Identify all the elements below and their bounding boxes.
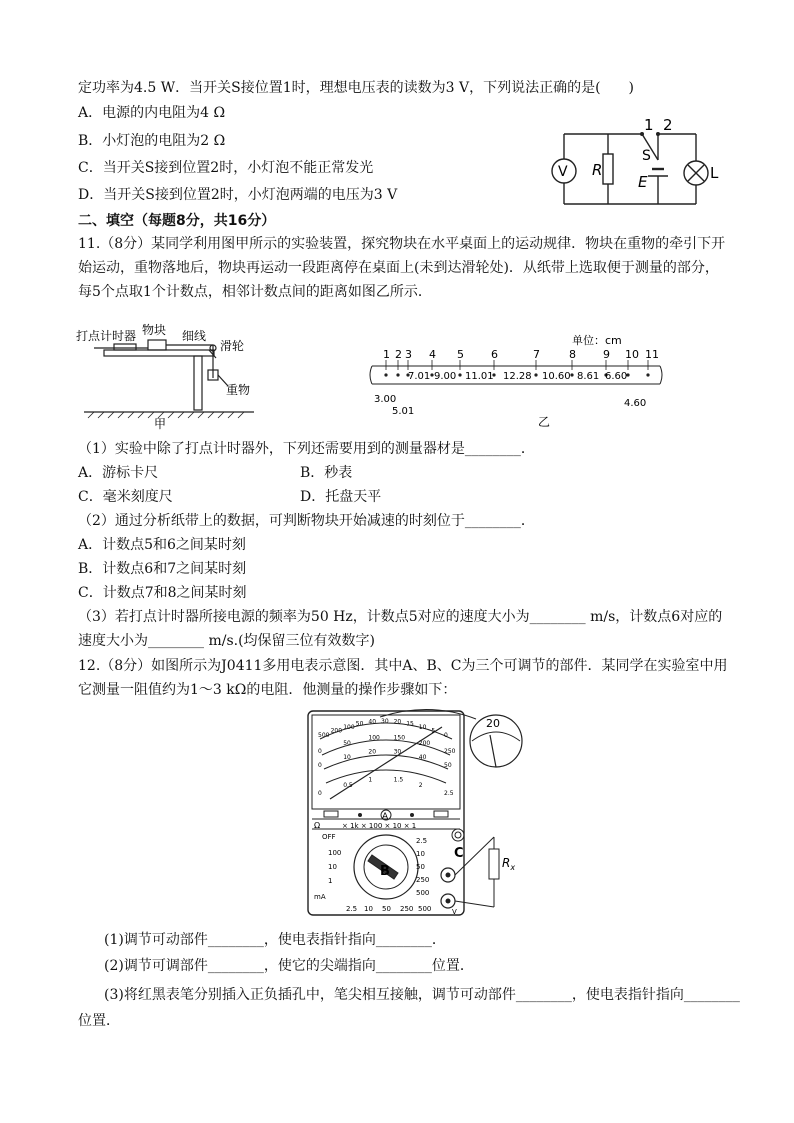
meter-scale-label: 10 (418, 723, 427, 731)
q10-stem-tail: 定功率为4.5 W．当开关S接位置1时，理想电压表的读数为3 V，下列说法正确的是( ) (78, 80, 634, 96)
meter-scale-label: 1.5 (393, 776, 404, 784)
meter-scale-label: 50 (355, 720, 364, 728)
meter-right-ranges (416, 837, 429, 897)
tape-distances (374, 371, 646, 417)
meter-bottom-ranges (346, 905, 431, 913)
caption-yi: 乙 (538, 415, 551, 429)
meter-range-label: 50 (416, 863, 425, 871)
meter-left-ranges (328, 849, 341, 885)
meter-scale-label: 2.5 (444, 790, 454, 797)
tape-point-dot (570, 373, 573, 376)
meter-scale-label: 500 (318, 732, 330, 739)
tape-point-label: 7 (533, 348, 540, 361)
q11-p1-option-b[interactable]: B．秒表 (300, 465, 353, 481)
meter-range-label: 2.5 (416, 837, 428, 845)
q11-p2-option-b[interactable]: B．计数点6和7之间某时刻 (78, 561, 247, 577)
q10-option-a[interactable]: A．电源的内电阻为4 Ω (78, 105, 226, 121)
tape-point-label: 11 (645, 348, 659, 361)
meter-scale-label: 2 (418, 781, 423, 789)
q11-intro-2: 始运动，重物落地后，物块再运动一段距离停在桌面上(未到达滑轮处)．从纸带上选取便于测量的部分， (78, 260, 719, 276)
resistor-label: R (592, 161, 603, 179)
q11-p1-option-a[interactable]: A．游标卡尺 (78, 465, 159, 481)
meter-range-label: 10 (328, 863, 337, 871)
ohm-range-label: × 1k × 100 × 10 × 1 (342, 822, 417, 830)
ma-label: mA (314, 893, 326, 901)
source-label: E (638, 173, 648, 191)
meter-range-label: 250 (416, 876, 430, 884)
label-timer: 打点计时器 (76, 329, 137, 343)
meter-scale-label: 10 (343, 753, 351, 761)
meter-scale-label: 40 (368, 718, 377, 726)
q11-p1-option-c[interactable]: C．毫米刻度尺 (78, 489, 173, 505)
tape-point-label: 3 (405, 348, 412, 361)
meter-scale-label: 0 (318, 762, 322, 769)
meter-range-label: 500 (418, 905, 432, 913)
tape-point-label: 1 (383, 348, 390, 361)
q12-step-3-a: (3)将红黑表笔分别插入正负插孔中，笔尖相互接触，调节可动部件________，使电表指针指向________ (104, 987, 740, 1003)
tape-point-dot (396, 373, 399, 376)
label-block: 物块 (142, 323, 167, 337)
off-label: OFF (322, 833, 336, 841)
label-c: C (454, 846, 464, 861)
tape-point-dot (534, 373, 537, 376)
tape-distance-label: 11.01 (465, 371, 494, 382)
multimeter-figure (300, 707, 540, 917)
q12-intro-1: 12.（8分）如图所示为J0411多用电表示意图．其中A、B、C为三个可调节的部件．某同学在实验室中用 (78, 658, 728, 674)
q11-p2-option-c[interactable]: C．计数点7和8之间某时刻 (78, 585, 247, 601)
q11-part1: （1）实验中除了打点计时器外，下列还需要用到的测量器材是________． (78, 441, 535, 457)
tape-distance-label: 8.61 (577, 371, 600, 382)
tape-distance-label: 12.28 (503, 371, 532, 382)
q11-intro-3: 每5个点取1个计数点，相邻计数点间的距离如图乙所示． (78, 284, 432, 300)
tape-distance-label: 5.01 (392, 406, 415, 417)
meter-scale-label: 250 (444, 748, 456, 755)
figure-jia-apparatus (74, 320, 274, 430)
caption-jia: 甲 (154, 417, 167, 430)
meter-scale-label: 150 (393, 734, 406, 742)
meter-scale-label: 100 (343, 723, 355, 731)
q11-intro-1: 11.（8分）某同学利用图甲所示的实验装置，探究物块在水平桌面上的运动规律．物块在重物的牵引下开 (78, 236, 726, 252)
label-string: 细线 (182, 329, 207, 343)
section-title: 二、填空（每题8分，共16分） (78, 213, 276, 229)
lamp-label: L (710, 164, 719, 182)
tape-distance-label: 3.00 (374, 394, 397, 405)
meter-range-label: 1 (328, 877, 333, 885)
tape-distance-label: 4.60 (624, 398, 647, 409)
meter-scale-label: 0.5 (343, 781, 353, 789)
meter-scale-label: 0 (318, 748, 322, 755)
meter-scale-label: 0 (318, 790, 322, 797)
label-pulley: 滑轮 (220, 339, 245, 353)
q10-option-d[interactable]: D．当开关S接到位置2时，小灯泡两端的电压为3 V (78, 187, 398, 203)
ohm-symbol: Ω (314, 821, 321, 830)
tape-point-label: 5 (457, 348, 464, 361)
voltmeter-label: V (558, 164, 568, 180)
tape-distance-label: 7.01 (408, 371, 431, 382)
q12-intro-2: 它测量一阻值约为1～3 kΩ的电阻．他测量的操作步骤如下： (78, 682, 457, 698)
meter-scale-label: 50 (444, 762, 452, 769)
tape-point-dot (458, 373, 461, 376)
circuit-diagram (548, 116, 728, 212)
label-a: A (382, 812, 389, 822)
meter-range-label: 100 (328, 849, 342, 857)
meter-scale-label: 50 (343, 739, 351, 747)
q12-step-1: (1)调节可动部件________，使电表指针指向________． (104, 932, 446, 948)
q12-step-3-b: 位置． (78, 1013, 120, 1029)
tape-distance-label: 6.60 (605, 371, 628, 382)
label-b: B (380, 864, 390, 879)
tape-point-label: 4 (429, 348, 436, 361)
rx-label: $R_x$ (502, 856, 516, 872)
meter-scale-label: 20 (393, 718, 402, 726)
tape-point-dot (646, 373, 649, 376)
switch-label: S (642, 148, 651, 164)
meter-range-label: 500 (416, 889, 430, 897)
v-label: V (452, 908, 457, 916)
zoom-label: 20 (486, 717, 500, 730)
meter-scale-label: 200 (418, 739, 431, 747)
meter-range-label: 10 (416, 850, 425, 858)
meter-scale-label: 0 (444, 732, 448, 739)
q10-option-c[interactable]: C．当开关S接到位置2时，小灯泡不能正常发光 (78, 160, 374, 176)
meter-scale-label: 100 (368, 734, 380, 742)
meter-scale-label: 40 (418, 753, 427, 761)
meter-range-label: 250 (400, 905, 414, 913)
meter-scale-label: 30 (393, 748, 402, 756)
tape-point-label: 8 (569, 348, 576, 361)
q10-option-b[interactable]: B．小灯泡的电阻为2 Ω (78, 133, 226, 149)
tape-distance-label: 10.60 (542, 371, 571, 382)
tape-distance-label: 9.00 (434, 371, 457, 382)
meter-range-label: 50 (382, 905, 391, 913)
meter-scale-label: 15 (406, 720, 414, 728)
meter-range-label: 10 (364, 905, 373, 913)
tape-point-label: 6 (491, 348, 498, 361)
q11-p1-option-d[interactable]: D．托盘天平 (300, 489, 382, 505)
meter-range-label: 2.5 (346, 905, 358, 913)
q12-step-2: (2)调节可调部件________，使它的尖端指向________位置． (104, 958, 474, 974)
meter-scale-label: 200 (330, 727, 343, 735)
meter-scale-label: 30 (381, 718, 389, 725)
tape-point-dot (384, 373, 387, 376)
label-weight: 重物 (226, 383, 251, 397)
tape-point-label: 10 (625, 348, 639, 361)
tape-point-label: 2 (395, 348, 402, 361)
q11-part2: （2）通过分析纸带上的数据，可判断物块开始减速的时刻位于________． (78, 513, 535, 529)
switch-pos-2: 2 (663, 116, 673, 134)
tape-point-label: 9 (603, 348, 610, 361)
q11-p2-option-a[interactable]: A．计数点5和6之间某时刻 (78, 537, 246, 553)
q11-part3-a: （3）若打点计时器所接电源的频率为50 Hz，计数点5对应的速度大小为________ m/s，计数点6对应的 (78, 609, 723, 625)
meter-scale-label: 5 (431, 727, 436, 735)
q11-part3-b: 速度大小为________ m/s.(均保留三位有效数字) (78, 633, 376, 649)
switch-pos-1: 1 (644, 116, 654, 134)
meter-scale-label: 20 (368, 748, 377, 756)
meter-mid-scale (318, 735, 456, 755)
meter-mid-scale2 (318, 749, 452, 769)
meter-scale-label: 1 (368, 776, 373, 784)
tape-unit: 单位：cm (572, 334, 622, 347)
figure-yi-tape (366, 330, 666, 430)
